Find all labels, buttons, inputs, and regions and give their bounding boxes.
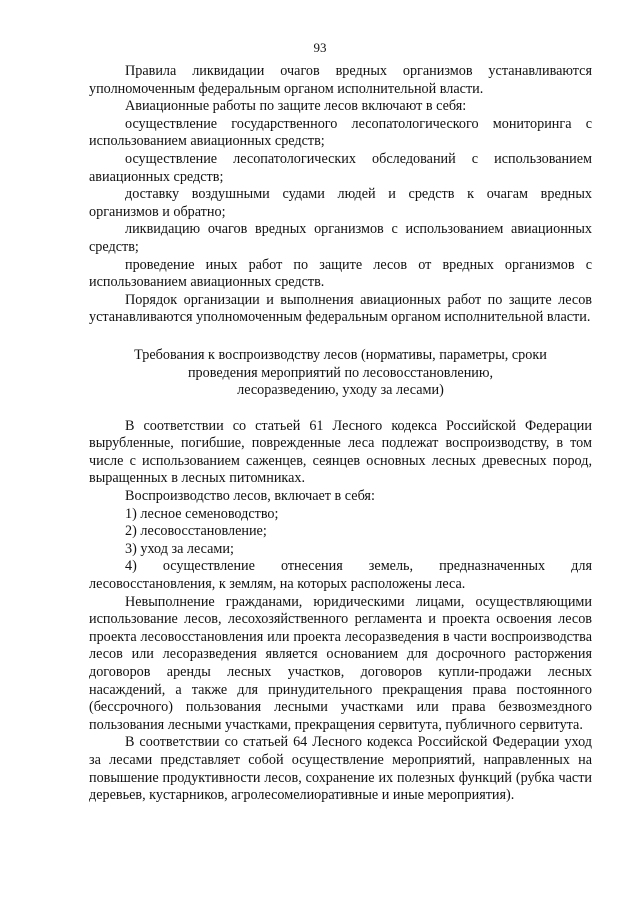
list-item-forest-care: 3) уход за лесами; [125,540,234,557]
heading-line-1: Требования к воспроизводству лесов (нормативы, параметры, сроки [134,346,547,363]
paragraph-article-64: В соответствии со статьей 64 Лесного кодекса Российской Федерации уход за лесами представляет собой осуществление мероприятий, направленных на повышение продуктивности лесов, сохранение их полезных функций (рубка части деревьев, кустарников, агролесомелиоративные и иные мероприятия). [89,734,592,804]
document-body [89,63,592,805]
paragraph-reproduction-intro: Воспроизводство лесов, включает в себя: [125,488,375,505]
section-forest-reproduction [89,418,592,805]
page-number: 93 [313,40,327,55]
section-forest-protection [89,63,592,327]
list-item-elimination: ликвидацию очагов вредных организмов с использованием авиационных средств; [89,221,592,255]
list-item-other-works: проведение иных работ по защите лесов от вредных организмов с использованием авиационных средств. [89,256,592,291]
list-item-reforestation: 2) лесовосстановление; [125,523,267,540]
paragraph-aviation-works-intro: Авиационные работы по защите лесов включают в себя: [125,98,467,115]
paragraph-aviation-procedure: Порядок организации и выполнения авиационных работ по защите лесов устанавливаются уполномоченным федеральным органом исполнительной власти. [89,291,592,326]
paragraph-article-61: В соответствии со статьей 61 Лесного кодекса Российской Федерации вырубленные, погибшие, поврежденные леса подлежат воспроизводству, в том числе с использованием саженцев, сеянцев основных лесных древесных пород, выращенных в лесных питомниках. [89,417,592,487]
list-item-surveys: осуществление лесопатологических обследований с использованием авиационных средств; [89,150,592,185]
paragraph-non-compliance: Невыполнение гражданами, юридическими лицами, осуществляющими использование лесов, лесохозяйственного регламента и проекта освоения лесов проекта лесовосстановления или проекта лесоразведения в части воспроизводства лесов или лесоразведения является основанием для досрочного расторжения договоров аренды лесных участков, договоров купли-продажи лесных насаждений, а также для принудительного прекращения права постоянного (бессрочного) пользования лесными участками или права безвозмездного пользования лесными участками, прекращения сервитута, публичного сервитута. [89,593,592,733]
heading-line-3: лесоразведению, уходу за лесами) [237,382,444,399]
heading-line-2: проведения мероприятий по лесовосстановлению, [187,364,494,381]
list-item-land-assignment: 4) осуществление отнесения земель, предназначенных для лесовосстановления, к землям, на которых расположены леса. [89,558,592,593]
list-item-seed-production: 1) лесное семеноводство; [125,505,279,522]
list-item-delivery: доставку воздушными судами людей и средств к очагам вредных организмов и обратно; [89,186,592,220]
list-item-monitoring: осуществление государственного лесопатологического мониторинга с использованием авиационных средств; [89,115,592,150]
paragraph-pest-elimination-rules: Правила ликвидации очагов вредных организмов устанавливаются уполномоченным федеральным органом исполнительной власти. [89,63,592,97]
section-heading [89,347,592,400]
